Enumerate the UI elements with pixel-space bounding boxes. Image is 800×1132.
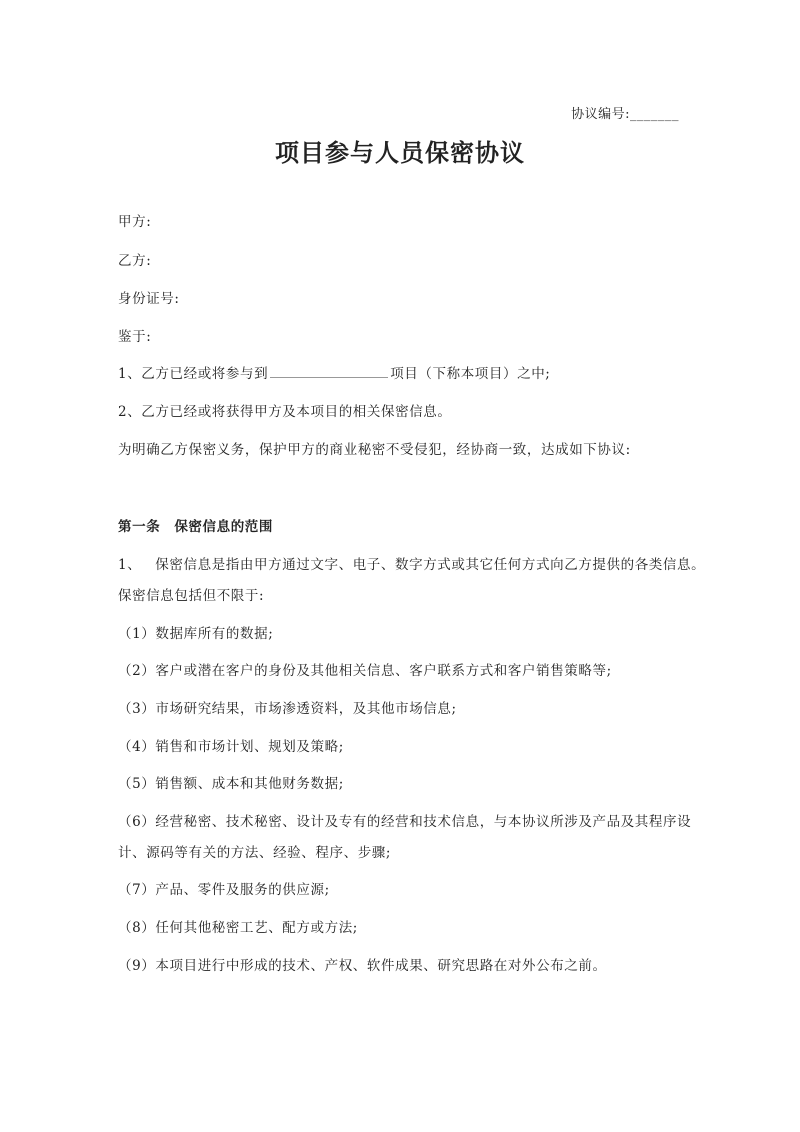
- list-item: （1）数据库所有的数据;: [118, 626, 274, 642]
- list-item: （9）本项目进行中形成的技术、产权、软件成果、研究思路在对外公布之前。: [118, 958, 607, 974]
- includes-line: 保密信息包括但不限于:: [118, 588, 265, 604]
- recital-item-1-suffix: 项目（下称本项目）之中;: [390, 366, 551, 382]
- recital-item-1: [118, 362, 550, 382]
- document-title: 项目参与人员保密协议: [275, 138, 525, 167]
- article-1-number: 第一条: [118, 519, 161, 535]
- list-item: （4）销售和市场计划、规划及策略;: [118, 739, 344, 755]
- clause-1-text: 保密信息是指由甲方通过文字、电子、数字方式或其它任何方式向乙方提供的各类信息。: [155, 557, 706, 573]
- id-number-line: 身份证号:: [118, 291, 180, 307]
- article-1-heading: [118, 515, 273, 535]
- article-1-title: 保密信息的范围: [174, 519, 274, 535]
- party-b-line: 乙方:: [118, 253, 152, 269]
- clause-1-number: 1、: [118, 557, 142, 573]
- party-a-line: 甲方:: [118, 214, 152, 230]
- recital-item-1-prefix: 1、乙方已经或将参与到: [118, 366, 269, 382]
- list-item: （5）销售额、成本和其他财务数据;: [118, 776, 344, 792]
- list-item-continuation: 计、源码等有关的方法、经验、程序、步骤;: [118, 845, 392, 861]
- list-item: （2）客户或潜在客户的身份及其他相关信息、客户联系方式和客户销售策略等;: [118, 663, 612, 679]
- list-item: （3）市场研究结果，市场渗透资料，及其他市场信息;: [118, 701, 457, 717]
- clause-1: [118, 553, 705, 573]
- list-item: （6）经营秘密、技术秘密、设计及专有的经营和技术信息，与本协议所涉及产品及其程序设: [118, 814, 692, 830]
- agreement-number: 协议编号:_______: [571, 107, 679, 122]
- whereas-line: 鉴于:: [118, 329, 152, 345]
- project-name-blank: [270, 365, 388, 378]
- list-item: （7）产品、零件及服务的供应源;: [118, 882, 330, 898]
- recital-item-2: 2、乙方已经或将获得甲方及本项目的相关保密信息。: [118, 404, 452, 420]
- list-item: （8）任何其他秘密工艺、配方或方法;: [118, 920, 358, 936]
- purpose-statement: 为明确乙方保密义务，保护甲方的商业秘密不受侵犯，经协商一致，达成如下协议:: [118, 442, 631, 458]
